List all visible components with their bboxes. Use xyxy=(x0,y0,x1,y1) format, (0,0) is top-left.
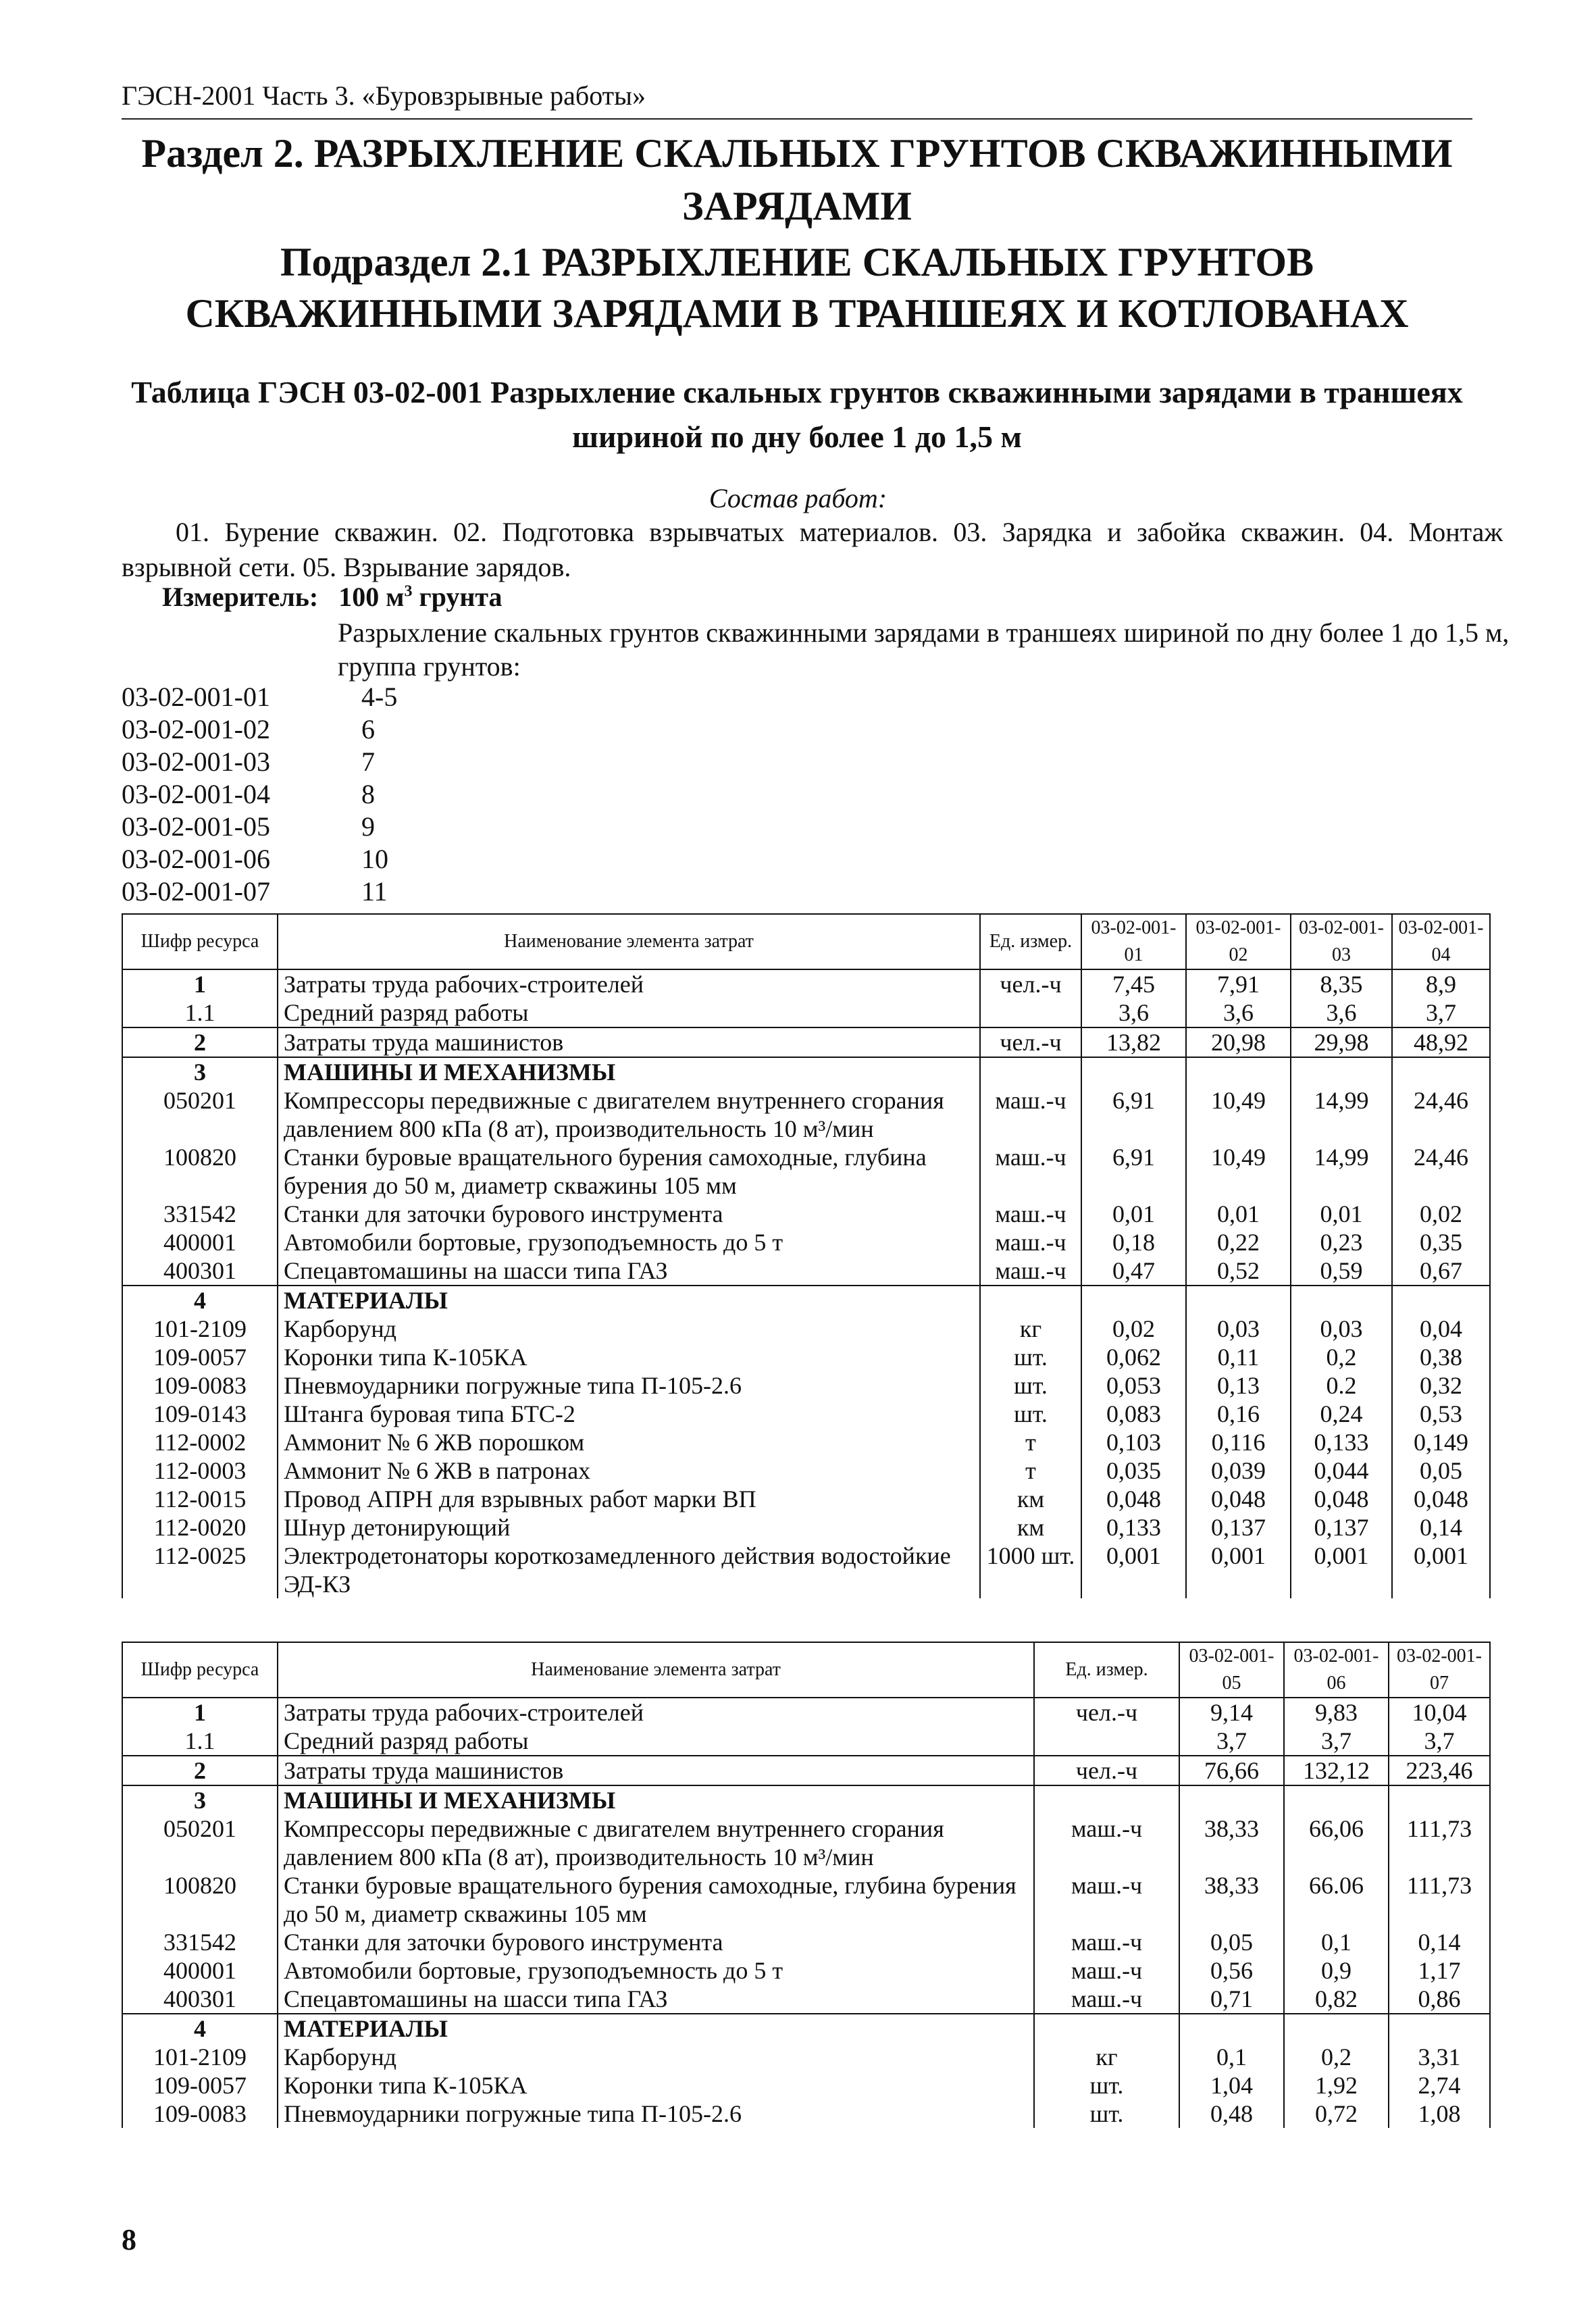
cell-code: 100820 xyxy=(122,1871,278,1928)
cell-unit: 1000 шт. xyxy=(980,1542,1081,1598)
table-row xyxy=(122,1228,1490,1256)
cell-name: Затраты труда машинистов xyxy=(278,1756,1034,1785)
cell-code: 4 xyxy=(122,1286,278,1315)
norm-code-row xyxy=(122,843,397,875)
cell-value: 3,6 xyxy=(1186,998,1291,1027)
cell-value: 0,116 xyxy=(1186,1428,1291,1456)
cell-code: 400301 xyxy=(122,1985,278,2014)
header-col: 03-02-001-03 xyxy=(1291,914,1392,969)
header-col: 03-02-001-04 xyxy=(1392,914,1490,969)
cell-name: Шнур детонирующий xyxy=(278,1513,980,1542)
table-row xyxy=(122,2071,1490,2100)
cell-value: 0,133 xyxy=(1081,1513,1186,1542)
cell-value: 0,001 xyxy=(1186,1542,1291,1598)
cell-unit xyxy=(980,998,1081,1027)
cell-value: 0,103 xyxy=(1081,1428,1186,1456)
cell-name: Штанга буровая типа БТС-2 xyxy=(278,1400,980,1428)
cell-value: 7,45 xyxy=(1081,969,1186,998)
table-row xyxy=(122,1456,1490,1485)
cell-value: 3,7 xyxy=(1284,1727,1389,1756)
cell-code: 1.1 xyxy=(122,1727,278,1756)
cell-value: 0,53 xyxy=(1392,1400,1490,1428)
cell-value xyxy=(1284,1785,1389,1814)
cell-value: 0,14 xyxy=(1392,1513,1490,1542)
cell-value xyxy=(1186,1286,1291,1315)
table-row xyxy=(122,1985,1490,2014)
cell-value: 0,56 xyxy=(1179,1956,1284,1985)
soil-group: 4-5 xyxy=(361,682,398,712)
cell-value: 29,98 xyxy=(1291,1027,1392,1057)
table-row xyxy=(122,1256,1490,1286)
cell-value: 0,23 xyxy=(1291,1228,1392,1256)
cell-value: 111,73 xyxy=(1389,1814,1490,1871)
cell-value: 10,49 xyxy=(1186,1143,1291,1200)
norm-code: 03-02-001-05 xyxy=(122,811,270,842)
cell-value: 0,048 xyxy=(1081,1485,1186,1513)
cell-unit: маш.-ч xyxy=(980,1228,1081,1256)
cell-code: 109-0083 xyxy=(122,1371,278,1400)
table-row xyxy=(122,1698,1490,1727)
subsection-title: Подраздел 2.1 РАЗРЫХЛЕНИЕ СКАЛЬНЫХ ГРУНТОВ СКВАЖИННЫМИ ЗАРЯДАМИ В ТРАНШЕЯХ И КОТЛОВАНАХ xyxy=(185,240,1409,336)
cell-value: 0,71 xyxy=(1179,1985,1284,2014)
cell-value: 132,12 xyxy=(1284,1756,1389,1785)
norm-code: 03-02-001-07 xyxy=(122,876,270,907)
table-row xyxy=(122,969,1490,998)
cell-value: 0,048 xyxy=(1291,1485,1392,1513)
cell-value: 0,05 xyxy=(1179,1928,1284,1956)
cell-value: 0,02 xyxy=(1081,1315,1186,1343)
cell-value: 0,04 xyxy=(1392,1315,1490,1343)
cell-code: 3 xyxy=(122,1785,278,1814)
cell-name: Пневмоударники погружные типа П-105-2.6 xyxy=(278,2100,1034,2128)
cell-value: 0,083 xyxy=(1081,1400,1186,1428)
cell-unit: маш.-ч xyxy=(980,1200,1081,1228)
cell-value: 0,9 xyxy=(1284,1956,1389,1985)
table-row xyxy=(122,2014,1490,2043)
table-row xyxy=(122,1086,1490,1143)
cell-code: 400301 xyxy=(122,1256,278,1286)
cell-value: 0,02 xyxy=(1392,1200,1490,1228)
cell-name: Карборунд xyxy=(278,1315,980,1343)
cell-code: 109-0057 xyxy=(122,1343,278,1371)
cell-value: 6,91 xyxy=(1081,1143,1186,1200)
table-row xyxy=(122,1928,1490,1956)
cell-value: 7,91 xyxy=(1186,969,1291,998)
cell-value: 0,22 xyxy=(1186,1228,1291,1256)
cell-unit: чел.-ч xyxy=(980,1027,1081,1057)
cell-value xyxy=(1179,1785,1284,1814)
cell-unit: т xyxy=(980,1456,1081,1485)
section-title: Раздел 2. РАЗРЫХЛЕНИЕ СКАЛЬНЫХ ГРУНТОВ СКВАЖИННЫМИ ЗАРЯДАМИ xyxy=(141,131,1453,228)
cell-unit: чел.-ч xyxy=(1034,1698,1179,1727)
table-row xyxy=(122,1057,1490,1086)
cell-value: 0,16 xyxy=(1186,1400,1291,1428)
cell-unit xyxy=(980,1286,1081,1315)
table-row xyxy=(122,1727,1490,1756)
norm-code-row xyxy=(122,811,397,843)
cell-value: 0,03 xyxy=(1186,1315,1291,1343)
header-code: Шифр ресурса xyxy=(122,914,278,969)
cell-value: 1,08 xyxy=(1389,2100,1490,2128)
cell-unit: кг xyxy=(1034,2043,1179,2071)
cell-code: 101-2109 xyxy=(122,1315,278,1343)
cell-name: Средний разряд работы xyxy=(278,1727,1034,1756)
measure-sup: 3 xyxy=(404,582,413,601)
cell-name: Аммонит № 6 ЖВ порошком xyxy=(278,1428,980,1456)
cell-code: 4 xyxy=(122,2014,278,2043)
cell-unit xyxy=(1034,1785,1179,1814)
cell-value: 48,92 xyxy=(1392,1027,1490,1057)
norm-codes-list xyxy=(122,681,397,908)
cell-value: 0,82 xyxy=(1284,1985,1389,2014)
header-name: Наименование элемента затрат xyxy=(278,914,980,969)
table-row xyxy=(122,2043,1490,2071)
cell-value: 0,048 xyxy=(1186,1485,1291,1513)
resource-table-2 xyxy=(122,1642,1491,2128)
cell-name: Компрессоры передвижные с двигателем внутреннего сгорания давлением 800 кПа (8 ат), производительность 10 м³/мин xyxy=(278,1814,1034,1871)
page-number: 8 xyxy=(122,2223,136,2256)
cell-unit: маш.-ч xyxy=(980,1086,1081,1143)
cell-value xyxy=(1392,1286,1490,1315)
cell-value: 66,06 xyxy=(1284,1814,1389,1871)
soil-group: 11 xyxy=(361,876,388,907)
cell-code: 3 xyxy=(122,1057,278,1086)
cell-value: 0,001 xyxy=(1392,1542,1490,1598)
cell-unit: чел.-ч xyxy=(1034,1756,1179,1785)
composition-text: 01. Бурение скважин. 02. Подготовка взрывчатых материалов. 03. Зарядка и забойка скважин. 04. Монтаж взрывной сети. 05. Взрывание зарядов. xyxy=(122,517,1503,582)
cell-code: 1 xyxy=(122,969,278,998)
cell-unit: маш.-ч xyxy=(980,1143,1081,1200)
table-row xyxy=(122,1143,1490,1200)
cell-value: 0,13 xyxy=(1186,1371,1291,1400)
cell-name: МАТЕРИАЛЫ xyxy=(278,2014,1034,2043)
table-row xyxy=(122,1027,1490,1057)
table-title: Таблица ГЭСН 03-02-001 Разрыхление скальных грунтов скважинными зарядами в траншеях шириной по дну более 1 до 1,5 м xyxy=(131,375,1463,454)
cell-value xyxy=(1179,2014,1284,2043)
cell-name: Затраты труда рабочих-строителей xyxy=(278,969,980,998)
table-row xyxy=(122,1871,1490,1928)
cell-value: 0,24 xyxy=(1291,1400,1392,1428)
cell-value: 2,74 xyxy=(1389,2071,1490,2100)
cell-value: 14,99 xyxy=(1291,1086,1392,1143)
cell-value: 3,7 xyxy=(1389,1727,1490,1756)
cell-code: 2 xyxy=(122,1756,278,1785)
cell-name: Коронки типа К-105КА xyxy=(278,1343,980,1371)
norm-code-row xyxy=(122,875,397,908)
norm-code: 03-02-001-02 xyxy=(122,714,270,744)
cell-name: Затраты труда машинистов xyxy=(278,1027,980,1057)
cell-name: Пневмоударники погружные типа П-105-2.6 xyxy=(278,1371,980,1400)
table-row xyxy=(122,2100,1490,2128)
cell-value: 13,82 xyxy=(1081,1027,1186,1057)
cell-unit xyxy=(980,1057,1081,1086)
cell-value: 0,03 xyxy=(1291,1315,1392,1343)
cell-value xyxy=(1081,1057,1186,1086)
cell-name: Электродетонаторы короткозамедленного действия водостойкие ЭД-КЗ xyxy=(278,1542,980,1598)
cell-value: 9,83 xyxy=(1284,1698,1389,1727)
cell-name: Карборунд xyxy=(278,2043,1034,2071)
cell-value: 0,149 xyxy=(1392,1428,1490,1456)
cell-value: 0,1 xyxy=(1284,1928,1389,1956)
cell-code: 112-0025 xyxy=(122,1542,278,1598)
cell-value: 0,2 xyxy=(1284,2043,1389,2071)
cell-value: 0,039 xyxy=(1186,1456,1291,1485)
cell-value xyxy=(1392,1057,1490,1086)
table-row xyxy=(122,1756,1490,1785)
cell-name: МАШИНЫ И МЕХАНИЗМЫ xyxy=(278,1057,980,1086)
resource-table-1 xyxy=(122,913,1491,1598)
cell-value: 0,72 xyxy=(1284,2100,1389,2128)
cell-code: 400001 xyxy=(122,1228,278,1256)
cell-value xyxy=(1291,1057,1392,1086)
cell-unit: маш.-ч xyxy=(1034,1814,1179,1871)
table-row xyxy=(122,1513,1490,1542)
cell-code: 1 xyxy=(122,1698,278,1727)
norm-code: 03-02-001-01 xyxy=(122,682,270,712)
measure-value: 100 м xyxy=(338,582,405,612)
header-col: 03-02-001-05 xyxy=(1179,1642,1284,1698)
cell-name: Станки буровые вращательного бурения самоходные, глубина бурения до 50 м, диаметр скважины 105 мм xyxy=(278,1871,1034,1928)
cell-value: 24,46 xyxy=(1392,1086,1490,1143)
cell-value: 111,73 xyxy=(1389,1871,1490,1928)
table-row xyxy=(122,1286,1490,1315)
cell-code: 109-0057 xyxy=(122,2071,278,2100)
cell-value: 0,01 xyxy=(1186,1200,1291,1228)
cell-value: 0,48 xyxy=(1179,2100,1284,2128)
cell-code: 109-0143 xyxy=(122,1400,278,1428)
cell-unit: км xyxy=(980,1485,1081,1513)
cell-name: Станки для заточки бурового инструмента xyxy=(278,1200,980,1228)
cell-unit: шт. xyxy=(980,1371,1081,1400)
soil-group: 7 xyxy=(361,746,375,777)
cell-unit xyxy=(1034,2014,1179,2043)
cell-code: 400001 xyxy=(122,1956,278,1985)
soil-group: 6 xyxy=(361,714,375,744)
table-row xyxy=(122,1371,1490,1400)
cell-value xyxy=(1284,2014,1389,2043)
cell-value xyxy=(1081,1286,1186,1315)
cell-code: 100820 xyxy=(122,1143,278,1200)
cell-name: Станки для заточки бурового инструмента xyxy=(278,1928,1034,1956)
table-row xyxy=(122,1785,1490,1814)
cell-value: 0,048 xyxy=(1392,1485,1490,1513)
cell-unit: км xyxy=(980,1513,1081,1542)
cell-value: 0,044 xyxy=(1291,1456,1392,1485)
cell-unit: маш.-ч xyxy=(1034,1871,1179,1928)
table-row xyxy=(122,1956,1490,1985)
cell-value: 0,86 xyxy=(1389,1985,1490,2014)
cell-name: МАШИНЫ И МЕХАНИЗМЫ xyxy=(278,1785,1034,1814)
header-col: 03-02-001-07 xyxy=(1389,1642,1490,1698)
cell-code: 112-0002 xyxy=(122,1428,278,1456)
cell-code: 331542 xyxy=(122,1200,278,1228)
composition-title: Состав работ: xyxy=(709,483,887,513)
cell-value: 0,001 xyxy=(1291,1542,1392,1598)
cell-value: 0,053 xyxy=(1081,1371,1186,1400)
cell-value: 10,49 xyxy=(1186,1086,1291,1143)
cell-value: 0,1 xyxy=(1179,2043,1284,2071)
cell-name: Станки буровые вращательного бурения самоходные, глубина бурения до 50 м, диаметр скважины 105 мм xyxy=(278,1143,980,1200)
cell-unit: чел.-ч xyxy=(980,969,1081,998)
cell-value: 0,001 xyxy=(1081,1542,1186,1598)
cell-unit: т xyxy=(980,1428,1081,1456)
cell-value: 0,01 xyxy=(1081,1200,1186,1228)
cell-value: 0,67 xyxy=(1392,1256,1490,1286)
table-row xyxy=(122,998,1490,1027)
soil-group: 8 xyxy=(361,779,375,809)
cell-unit: маш.-ч xyxy=(980,1256,1081,1286)
cell-code: 112-0020 xyxy=(122,1513,278,1542)
cell-name: Коронки типа К-105КА xyxy=(278,2071,1034,2100)
measure-line xyxy=(162,581,503,613)
cell-value: 0,035 xyxy=(1081,1456,1186,1485)
cell-value: 3,7 xyxy=(1179,1727,1284,1756)
cell-value: 0,18 xyxy=(1081,1228,1186,1256)
cell-value: 3,6 xyxy=(1081,998,1186,1027)
cell-value: 3,31 xyxy=(1389,2043,1490,2071)
norm-description: Разрыхление скальных грунтов скважинными зарядами в траншеях шириной по дну более 1 до 1,5 м, группа грунтов: xyxy=(338,617,1510,682)
soil-group: 10 xyxy=(361,844,388,874)
cell-unit: шт. xyxy=(980,1400,1081,1428)
running-header: ГЭСН-2001 Часть 3. «Буровзрывные работы» xyxy=(122,80,1472,120)
cell-value xyxy=(1291,1286,1392,1315)
cell-value: 0,137 xyxy=(1291,1513,1392,1542)
header-col: 03-02-001-06 xyxy=(1284,1642,1389,1698)
cell-value: 0,35 xyxy=(1392,1228,1490,1256)
cell-value: 0,59 xyxy=(1291,1256,1392,1286)
cell-value: 66.06 xyxy=(1284,1871,1389,1928)
cell-value xyxy=(1389,2014,1490,2043)
cell-unit: шт. xyxy=(1034,2100,1179,2128)
cell-code: 1.1 xyxy=(122,998,278,1027)
norm-code-row xyxy=(122,746,397,778)
cell-value xyxy=(1389,1785,1490,1814)
norm-code: 03-02-001-03 xyxy=(122,746,270,777)
cell-name: Затраты труда рабочих-строителей xyxy=(278,1698,1034,1727)
cell-value: 0.2 xyxy=(1291,1371,1392,1400)
cell-value: 0,2 xyxy=(1291,1343,1392,1371)
cell-value: 0,32 xyxy=(1392,1371,1490,1400)
soil-group: 9 xyxy=(361,811,375,842)
cell-code: 112-0003 xyxy=(122,1456,278,1485)
cell-name: Средний разряд работы xyxy=(278,998,980,1027)
norm-code: 03-02-001-06 xyxy=(122,844,270,874)
cell-value: 14,99 xyxy=(1291,1143,1392,1200)
measure-suffix: грунта xyxy=(419,582,503,612)
norm-code-row xyxy=(122,681,397,713)
cell-code: 050201 xyxy=(122,1086,278,1143)
cell-value: 0,47 xyxy=(1081,1256,1186,1286)
cell-value: 24,46 xyxy=(1392,1143,1490,1200)
cell-value: 0,38 xyxy=(1392,1343,1490,1371)
cell-value: 38,33 xyxy=(1179,1871,1284,1928)
cell-name: Спецавтомашины на шасси типа ГАЗ xyxy=(278,1985,1034,2014)
header-unit: Ед. измер. xyxy=(1034,1642,1179,1698)
norm-code-row xyxy=(122,778,397,811)
cell-value: 0,52 xyxy=(1186,1256,1291,1286)
header-unit: Ед. измер. xyxy=(980,914,1081,969)
cell-unit: шт. xyxy=(1034,2071,1179,2100)
cell-unit xyxy=(1034,1727,1179,1756)
cell-value: 3,6 xyxy=(1291,998,1392,1027)
cell-value: 3,7 xyxy=(1392,998,1490,1027)
table-row xyxy=(122,1814,1490,1871)
cell-value xyxy=(1186,1057,1291,1086)
cell-code: 331542 xyxy=(122,1928,278,1956)
cell-name: Спецавтомашины на шасси типа ГАЗ xyxy=(278,1256,980,1286)
table-row xyxy=(122,1200,1490,1228)
cell-value: 9,14 xyxy=(1179,1698,1284,1727)
cell-unit: маш.-ч xyxy=(1034,1956,1179,1985)
header-col: 03-02-001-01 xyxy=(1081,914,1186,969)
cell-unit: шт. xyxy=(980,1343,1081,1371)
table-row xyxy=(122,1542,1490,1598)
cell-value: 38,33 xyxy=(1179,1814,1284,1871)
cell-value: 1,17 xyxy=(1389,1956,1490,1985)
table-row xyxy=(122,1400,1490,1428)
cell-value: 6,91 xyxy=(1081,1086,1186,1143)
norm-code: 03-02-001-04 xyxy=(122,779,270,809)
cell-value: 76,66 xyxy=(1179,1756,1284,1785)
cell-code: 2 xyxy=(122,1027,278,1057)
measure-label: Измеритель: xyxy=(162,582,319,612)
cell-value: 1,92 xyxy=(1284,2071,1389,2100)
header-col: 03-02-001-02 xyxy=(1186,914,1291,969)
table-row xyxy=(122,1343,1490,1371)
cell-value: 0,11 xyxy=(1186,1343,1291,1371)
norm-code-row xyxy=(122,713,397,746)
cell-name: Провод АПРН для взрывных работ марки ВП xyxy=(278,1485,980,1513)
cell-value: 0,05 xyxy=(1392,1456,1490,1485)
cell-name: Аммонит № 6 ЖВ в патронах xyxy=(278,1456,980,1485)
cell-value: 20,98 xyxy=(1186,1027,1291,1057)
header-name: Наименование элемента затрат xyxy=(278,1642,1034,1698)
cell-code: 109-0083 xyxy=(122,2100,278,2128)
cell-unit: маш.-ч xyxy=(1034,1928,1179,1956)
cell-value: 0,062 xyxy=(1081,1343,1186,1371)
cell-value: 10,04 xyxy=(1389,1698,1490,1727)
table-row xyxy=(122,1315,1490,1343)
cell-value: 223,46 xyxy=(1389,1756,1490,1785)
cell-code: 050201 xyxy=(122,1814,278,1871)
cell-value: 8,9 xyxy=(1392,969,1490,998)
cell-unit: кг xyxy=(980,1315,1081,1343)
table-row xyxy=(122,1485,1490,1513)
cell-unit: маш.-ч xyxy=(1034,1985,1179,2014)
header-code: Шифр ресурса xyxy=(122,1642,278,1698)
cell-name: Автомобили бортовые, грузоподъемность до 5 т xyxy=(278,1956,1034,1985)
cell-name: МАТЕРИАЛЫ xyxy=(278,1286,980,1315)
cell-value: 1,04 xyxy=(1179,2071,1284,2100)
cell-value: 8,35 xyxy=(1291,969,1392,998)
table-row xyxy=(122,1428,1490,1456)
cell-code: 101-2109 xyxy=(122,2043,278,2071)
cell-value: 0,133 xyxy=(1291,1428,1392,1456)
cell-value: 0,137 xyxy=(1186,1513,1291,1542)
cell-value: 0,01 xyxy=(1291,1200,1392,1228)
cell-name: Автомобили бортовые, грузоподъемность до 5 т xyxy=(278,1228,980,1256)
cell-value: 0,14 xyxy=(1389,1928,1490,1956)
cell-name: Компрессоры передвижные с двигателем внутреннего сгорания давлением 800 кПа (8 ат), производительность 10 м³/мин xyxy=(278,1086,980,1143)
cell-code: 112-0015 xyxy=(122,1485,278,1513)
